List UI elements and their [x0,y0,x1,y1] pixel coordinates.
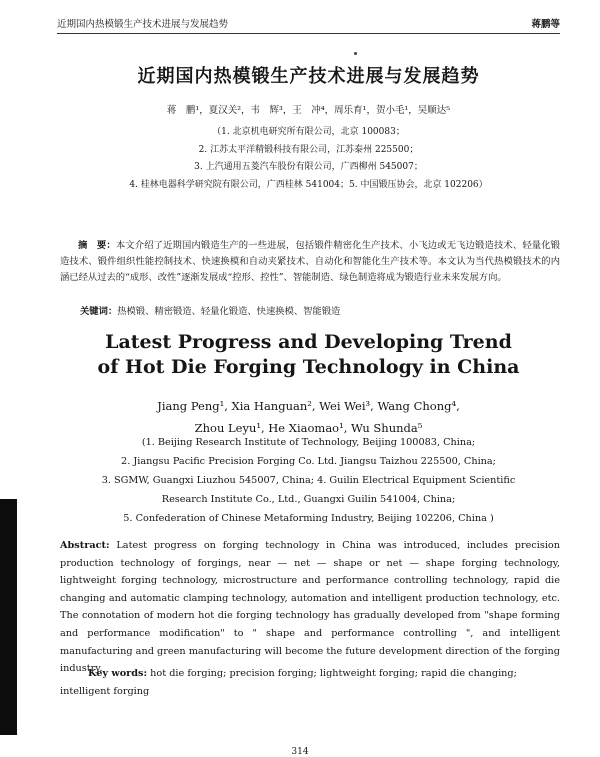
running-header [57,14,560,32]
en-authors-line-2: Zhou Leyu¹, He Xiaomao¹, Wu Shunda⁵ [194,421,423,435]
scan-edge-shadow [0,499,17,735]
en-title [60,330,557,380]
cn-affiliation-1: （1. 北京机电研究所有限公司，北京 100083； [212,127,405,137]
cn-keywords-text: 热模锻、精密锻造、轻量化锻造、快速换模、智能锻造 [117,306,341,317]
cn-keywords-label: 关键词： [80,306,118,317]
en-title-line-1: Latest Progress and Developing Trend [105,331,512,353]
en-affiliation-1: (1. Beijing Research Institute of Technology, Beijing 100083, China; [141,437,476,448]
en-authors-line-1: Jiang Peng¹, Xia Hanguan², Wei Wei³, Wang Chong⁴, [157,399,460,413]
cn-abstract-label: 摘 要： [78,240,116,251]
cn-affiliation-2: 2. 江苏太平洋精锻科技有限公司，江苏泰州 225500； [198,145,419,155]
header-rule [57,33,560,34]
en-keywords [60,665,560,700]
en-keywords-label: Key words: [88,668,148,679]
cn-affiliation-3: 3. 上汽通用五菱汽车股份有限公司，广西柳州 545007； [194,162,423,172]
en-keywords-text: hot die forging; precision forging; lightweight forging; rapid die changing; intelligent forging [60,668,517,697]
en-abstract-label: Abstract: [60,540,110,551]
scan-speck [354,52,357,55]
cn-affiliation-4: 4. 桂林电器科学研究院有限公司，广西桂林 541004；5. 中国锻压协会，北京 102206） [129,180,488,190]
en-title-line-2: of Hot Die Forging Technology in China [97,356,520,378]
en-affiliation-5: 5. Confederation of Chinese Metaforming Industry, Beijing 102206, China ) [123,513,494,524]
page-number: 314 [291,747,309,757]
en-abstract [60,537,560,678]
en-affiliation-2: 2. Jiangsu Pacific Precision Forging Co. Ltd. Jiangsu Taizhou 225500, China; [121,456,496,467]
running-header-authors: 蒋鹏等 [531,19,560,30]
en-authors [60,395,557,439]
running-header-title: 近期国内热模锻生产技术进展与发展趋势 [57,19,229,30]
en-abstract-text: Latest progress on forging technology in China was introduced, includes precision production technology of forgings, near — net — shape or net — shape forging technology, lightweight forging technology, microstructure and performance controlling technology, rapid die changing and automatic clamping technology, automation and intelligent production technology, etc. The connotation of modern hot die forging technology has gradually developed from "shape forming and performance modification" to " shape and performance controlling ", and intelligent manufacturing and green manufacturing will become the future development direction of the forging industry. [60,540,560,675]
cn-keywords [80,303,560,317]
en-affiliation-4: Research Institute Co., Ltd., Guangxi Guilin 541004, China; [161,494,456,505]
cn-title: 近期国内热模锻生产技术进展与发展趋势 [137,66,480,87]
cn-abstract [60,238,560,286]
cn-abstract-text: 本文介绍了近期国内锻造生产的一些进展，包括锻件精密化生产技术、小飞边或无飞边锻造技术、轻量化锻造技术、锻件组织性能控制技术、快速换模和自动夹紧技术、自动化和智能化生产技术等。本文认为当代热模锻技术的内涵已经从过去的“成形、改性”逐渐发展成“控形、控性”、智能制造、绿色制造将成为锻造行业未来发展方向。 [60,240,560,283]
cn-authors: 蒋 鹏¹，夏汉关²，韦 辉³，王 冲⁴，周乐育¹，贺小毛¹，吴顺达⁵ [166,105,451,116]
en-affiliation-3: 3. SGMW, Guangxi Liuzhou 545007, China; 4. Guilin Electrical Equipment Scientific [101,475,516,486]
